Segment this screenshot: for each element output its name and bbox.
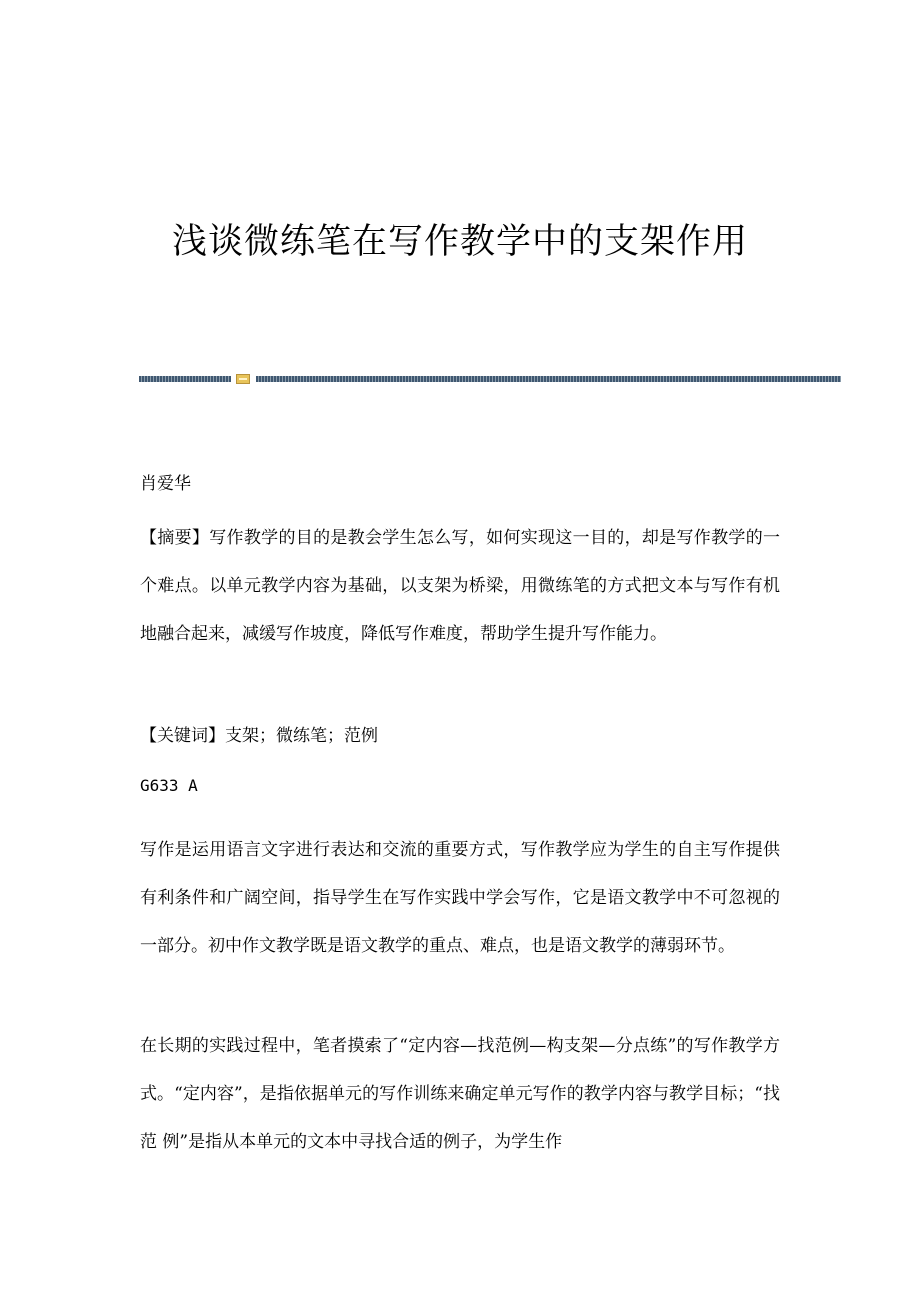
keywords: [140, 712, 780, 760]
divider-bar-right: [256, 376, 841, 382]
abstract-text: 写作教学的目的是教会学生怎么写，如何实现这一目的，却是写作教学的一个难点。以单元教学内容为基础，以支架为桥梁，用微练笔的方式把文本与写作有机地融合起来，减缓写作坡度，降低写作难度，帮助学生提升写作能力。: [140, 528, 781, 644]
body-paragraph: 在长期的实践过程中，笔者摸索了“定内容—找范例—构支架—分点练”的写作教学方式。“定内容”，是指依据单元的写作训练来确定单元写作的教学内容与教学目标；“找范 例”是指从本单元的文本中寻找合适的例子，为学生作: [140, 1036, 780, 1152]
keywords-text: 支架；微练笔；范例: [225, 726, 378, 746]
classification-code: G633 A: [140, 776, 198, 795]
page-title: 浅谈微练笔在写作教学中的支架作用: [171, 222, 748, 262]
body-paragraph: 写作是运用语言文字进行表达和交流的重要方式，写作教学应为学生的自主写作提供有利条件和广阔空间，指导学生在写作实践中学会写作，它是语文教学中不可忽视的一部分。初中作文教学既是语文教学的重点、难点，也是语文教学的薄弱环节。: [140, 840, 780, 956]
title-divider: [139, 374, 841, 384]
divider-bar-left: [139, 376, 231, 382]
keywords-label: 【关键词】: [140, 726, 225, 746]
abstract-label: 【摘要】: [140, 528, 210, 548]
abstract: [140, 514, 780, 658]
author-name: 肖爱华: [140, 474, 191, 494]
divider-ornament-icon: [236, 374, 250, 384]
